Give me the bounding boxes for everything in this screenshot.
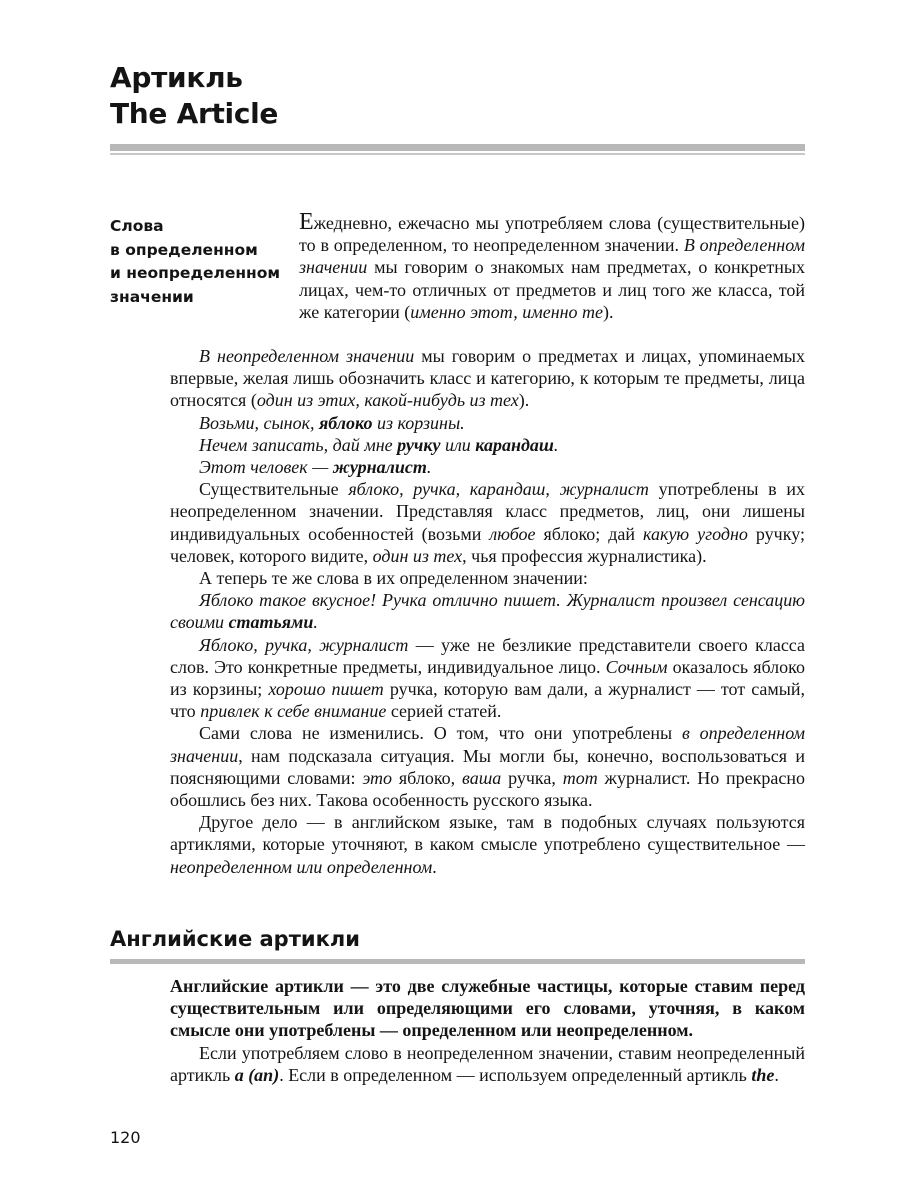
- margin-note-line: в определенном: [110, 240, 258, 259]
- page-number: 120: [110, 1128, 141, 1147]
- paragraph: А теперь те же слова в их определенном значении:: [199, 568, 588, 589]
- chapter-title-en: The Article: [110, 97, 279, 130]
- paragraph: В неопределенном значении мы говорим о предметах и лицах, упоминаемых впервые, желая лишь обозначить класс и категорию, к которым те предметы, лица относятся (один из этих, какой-нибудь из тех).: [170, 346, 805, 411]
- drop-cap: Е: [299, 209, 314, 235]
- margin-note-line: значении: [110, 287, 194, 306]
- chapter-title-ru: Артикль: [110, 61, 243, 94]
- paragraph: Другое дело — в английском языке, там в подобных случаях пользуются артиклями, которые уточняют, в каком смысле употреблено существительное — неопределенном или определенном.: [170, 812, 805, 877]
- example-line: Нечем записать, дай мне ручку или карандаш.: [199, 434, 559, 455]
- main-text-block: [170, 345, 805, 878]
- section-text-block: [170, 975, 805, 1086]
- margin-note-line: и неопределенном: [110, 264, 281, 282]
- paragraph: Если употребляем слово в неопределенном значении, ставим неопределенный артикль a (an). Если в определенном — используем определенный артикль the.: [170, 1042, 805, 1085]
- lead-paragraph-block: [299, 211, 805, 323]
- paragraph: Существительные яблоко, ручка, карандаш, журналист употреблены в их неопределенном значении. Представляя класс предметов, лиц, они лишены индивидуальных особенностей (возьми любое яблоко; дай какую угодно ручку; человек, которого видите, один из тех, чья профессия журналистика).: [170, 479, 805, 566]
- chapter-title: [110, 60, 278, 132]
- paragraph: Яблоко, ручка, журналист — уже не безликие представители своего класса слов. Это конкретные предметы, индивидуальное лицо. Сочным оказалось яблоко из корзины; хорошо пишет ручка, которую вам дали, а журналист — тот самый, что привлек к себе внимание серией статей.: [170, 634, 806, 722]
- margin-note-line: Слова: [110, 217, 164, 235]
- title-rule-thin: [110, 153, 805, 155]
- definition-paragraph: Английские артикли — это две служебные частицы, которые ставим перед существительным или определяющими его словами, уточняя, в каком смысле они употреблены — определенном или неопределенном.: [170, 976, 805, 1041]
- section-heading: Английские артикли: [110, 927, 360, 951]
- margin-note: [110, 215, 290, 309]
- paragraph: Сами слова не изменились. О том, что они употреблены в определенном значении, нам подсказала ситуация. Мы могли бы, конечно, воспользоваться и поясняющими словами: это яблоко, ваша ручка, тот журналист. Но прекрасно обошлись без них. Такова особенность русского языка.: [170, 723, 806, 811]
- example-line: Этот человек — журналист.: [199, 457, 432, 478]
- example-line: Яблоко такое вкусное! Ручка отлично пишет. Журналист произвел сенсацию своими статьями.: [170, 590, 805, 633]
- title-rule-thick: [110, 144, 805, 151]
- section-rule: [110, 959, 805, 964]
- lead-paragraph: Ежедневно, ежечасно мы употребляем слова (существительные) то в определенном, то неопределенном значении. В определенном значении мы говорим о знакомых нам предметах, о конкретных лицах, чем-то отличных от предметов и лиц того же класса, той же категории (именно этот, именно те).: [299, 209, 806, 322]
- example-line: Возьми, сынок, яблоко из корзины.: [199, 412, 465, 433]
